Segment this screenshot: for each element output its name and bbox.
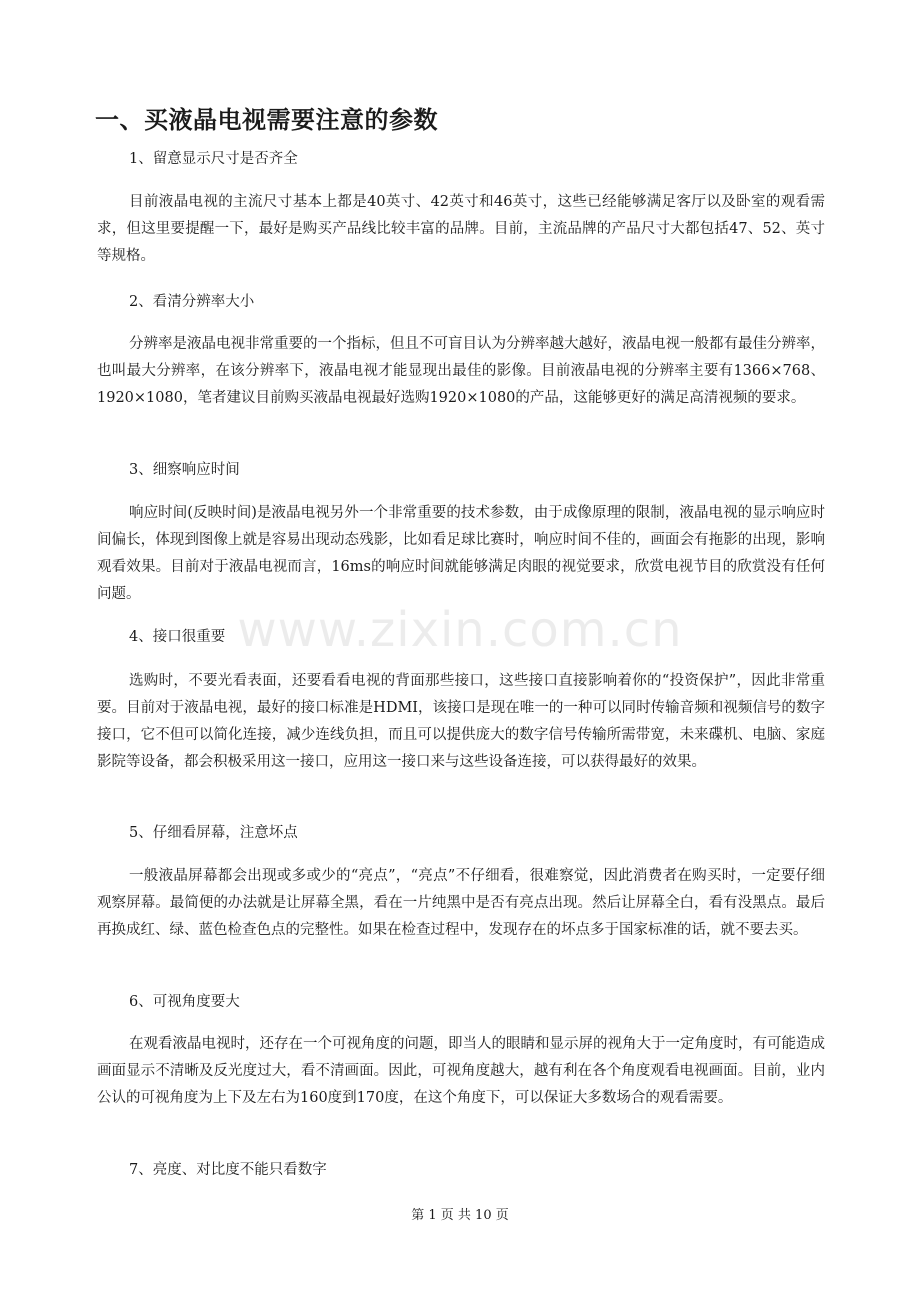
watermark-text: www.zixin.com.cn bbox=[237, 602, 683, 658]
section-heading-4: 4、接口很重要 bbox=[129, 629, 226, 645]
page-footer: 第 1 页 共 10 页 bbox=[411, 1208, 509, 1223]
document-title: 一、买液晶电视需要注意的参数 bbox=[95, 106, 438, 134]
section-heading-5: 5、仔细看屏幕，注意坏点 bbox=[129, 825, 298, 841]
section-paragraph-1: 目前液晶电视的主流尺寸基本上都是40英寸、42英寸和46英寸，这些已经能够满足客厅以及卧室的观看需求，但这里要提醒一下，最好是购买产品线比较丰富的品牌。目前，主流品牌的产品尺寸大都包括47、52、英寸等规格。 bbox=[97, 194, 825, 264]
section-heading-1: 1、留意显示尺寸是否齐全 bbox=[129, 151, 298, 167]
section-heading-6: 6、可视角度要大 bbox=[129, 994, 240, 1010]
section-paragraph-4: 选购时，不要光看表面，还要看看电视的背面那些接口，这些接口直接影响着你的“投资保护”，因此非常重要。目前对于液晶电视，最好的接口标准是HDMI，该接口是现在唯一的一种可以同时传输音频和视频信号的数字接口，它不但可以简化连接，减少连线负担，而且可以提供庞大的数字信号传输所需带宽，未来碟机、电脑、家庭影院等设备，都会积极采用这一接口，应用这一接口来与这些设备连接，可以获得最好的效果。 bbox=[97, 673, 825, 770]
section-heading-7: 7、亮度、对比度不能只看数字 bbox=[129, 1162, 327, 1178]
section-heading-2: 2、看清分辨率大小 bbox=[129, 294, 255, 310]
section-paragraph-5: 一般液晶屏幕都会出现或多或少的“亮点”，“亮点”不仔细看，很难察觉，因此消费者在购买时，一定要仔细观察屏幕。最简便的办法就是让屏幕全黑，看在一片纯黑中是否有亮点出现。然后让屏幕全白，看有没黑点。最后再换成红、绿、蓝色检查色点的完整性。如果在检查过程中，发现存在的坏点多于国家标准的话，就不要去买。 bbox=[97, 868, 825, 938]
section-paragraph-2: 分辨率是液晶电视非常重要的一个指标，但且不可盲目认为分辨率越大越好，液晶电视一般都有最佳分辨率，也叫最大分辨率，在该分辨率下，液晶电视才能显现出最佳的影像。目前液晶电视的分辨率主要有1366×768、1920×1080，笔者建议目前购买液晶电视最好选购1920×1080的产品，这能够更好的满足高清视频的要求。 bbox=[97, 336, 825, 406]
section-paragraph-6: 在观看液晶电视时，还存在一个可视角度的问题，即当人的眼睛和显示屏的视角大于一定角度时，有可能造成画面显示不清晰及反光度过大，看不清画面。因此，可视角度越大，越有利在各个角度观看电视画面。目前，业内公认的可视角度为上下及左右为160度到170度，在这个角度下，可以保证大多数场合的观看需要。 bbox=[97, 1036, 825, 1106]
section-heading-3: 3、细察响应时间 bbox=[129, 462, 240, 478]
section-paragraph-3: 响应时间(反映时间)是液晶电视另外一个非常重要的技术参数，由于成像原理的限制，液晶电视的显示响应时间偏长，体现到图像上就是容易出现动态残影，比如看足球比赛时，响应时间不佳的，画面会有拖影的出现，影响观看效果。目前对于液晶电视而言，16ms的响应时间就能够满足肉眼的视觉要求，欣赏电视节目的欣赏没有任何问题。 bbox=[97, 505, 825, 602]
